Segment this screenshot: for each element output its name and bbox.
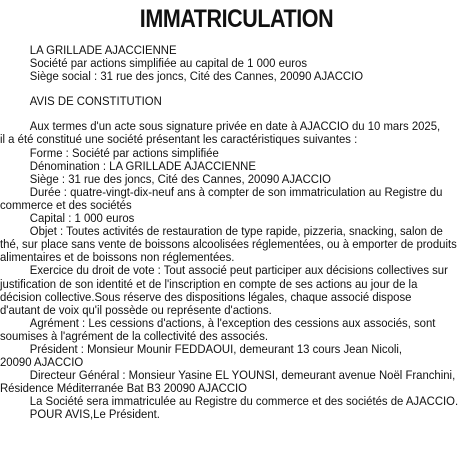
text-line: 20090 AJACCIO	[0, 355, 84, 370]
text-line: Exercice du droit de vote : Tout associé peut participer aux décisions collectives sur	[29, 263, 448, 278]
text-line: Capital : 1 000 euros	[29, 211, 135, 226]
text-line: Agrément : Les cessions d'actions, à l'exception des cessions aux associés, sont	[29, 315, 436, 330]
notice-title: AVIS DE CONSTITUTION	[29, 94, 162, 109]
text-line: Siège : 31 rue des joncs, Cité des Cannes, 20090 AJACCIO	[29, 171, 331, 186]
text-line: Dénomination : LA GRILLADE AJACCIENNE	[29, 158, 256, 173]
text-line: soumises à l'agrément de la collectivité des associés.	[0, 328, 269, 343]
text-line: commerce et des sociétés	[0, 197, 132, 212]
page-title: IMMATRICULATION	[139, 5, 334, 33]
text-line: alimentaires et de boissons non réglementées.	[0, 250, 235, 265]
text-line: La Société sera immatriculée au Registre du commerce et des sociétés de AJACCIO.	[29, 394, 459, 409]
text-line: thé, sur place sans vente de boissons alcoolisées réglementées, ou à emporter de produits	[0, 237, 457, 252]
text-line: Aux termes d'un acte sous signature privée en date à AJACCIO du 10 mars 2025,	[29, 119, 441, 134]
company-form-capital: Société par actions simplifiée au capital de 1 000 euros	[29, 56, 308, 71]
text-line: d'autant de voix qu'il possède ou représente d'actions.	[0, 302, 272, 317]
text-line: décision collective.Sous réserve des dispositions légales, chaque associé dispose	[0, 289, 412, 304]
text-line: Objet : Toutes activités de restauration de type rapide, pizzeria, snacking, salon de	[29, 224, 443, 239]
text-line: Forme : Société par actions simplifiée	[29, 145, 219, 160]
company-seat: Siège social : 31 rue des joncs, Cité des Cannes, 20090 AJACCIO	[29, 69, 364, 84]
text-line: Résidence Méditerranée Bat B3 20090 AJACCIO	[0, 381, 247, 396]
text-line: Président : Monsieur Mounir FEDDAOUI, demeurant 13 cours Jean Nicoli,	[29, 341, 403, 356]
text-line: justification de son identité et de l'inscription en compte de ses actions au jour de la	[0, 276, 418, 291]
text-line: Directeur Général : Monsieur Yasine EL YOUNSI, demeurant avenue Noël Franchini,	[29, 368, 456, 383]
text-line: Durée : quatre-vingt-dix-neuf ans à compter de son immatriculation au Registre du	[29, 184, 443, 199]
company-name: LA GRILLADE AJACCIENNE	[29, 43, 177, 57]
text-line: il a été constitué une société présentant les caractéristiques suivantes :	[0, 132, 358, 147]
text-line: POUR AVIS,Le Président.	[29, 407, 160, 422]
notice-body	[0, 44, 473, 422]
